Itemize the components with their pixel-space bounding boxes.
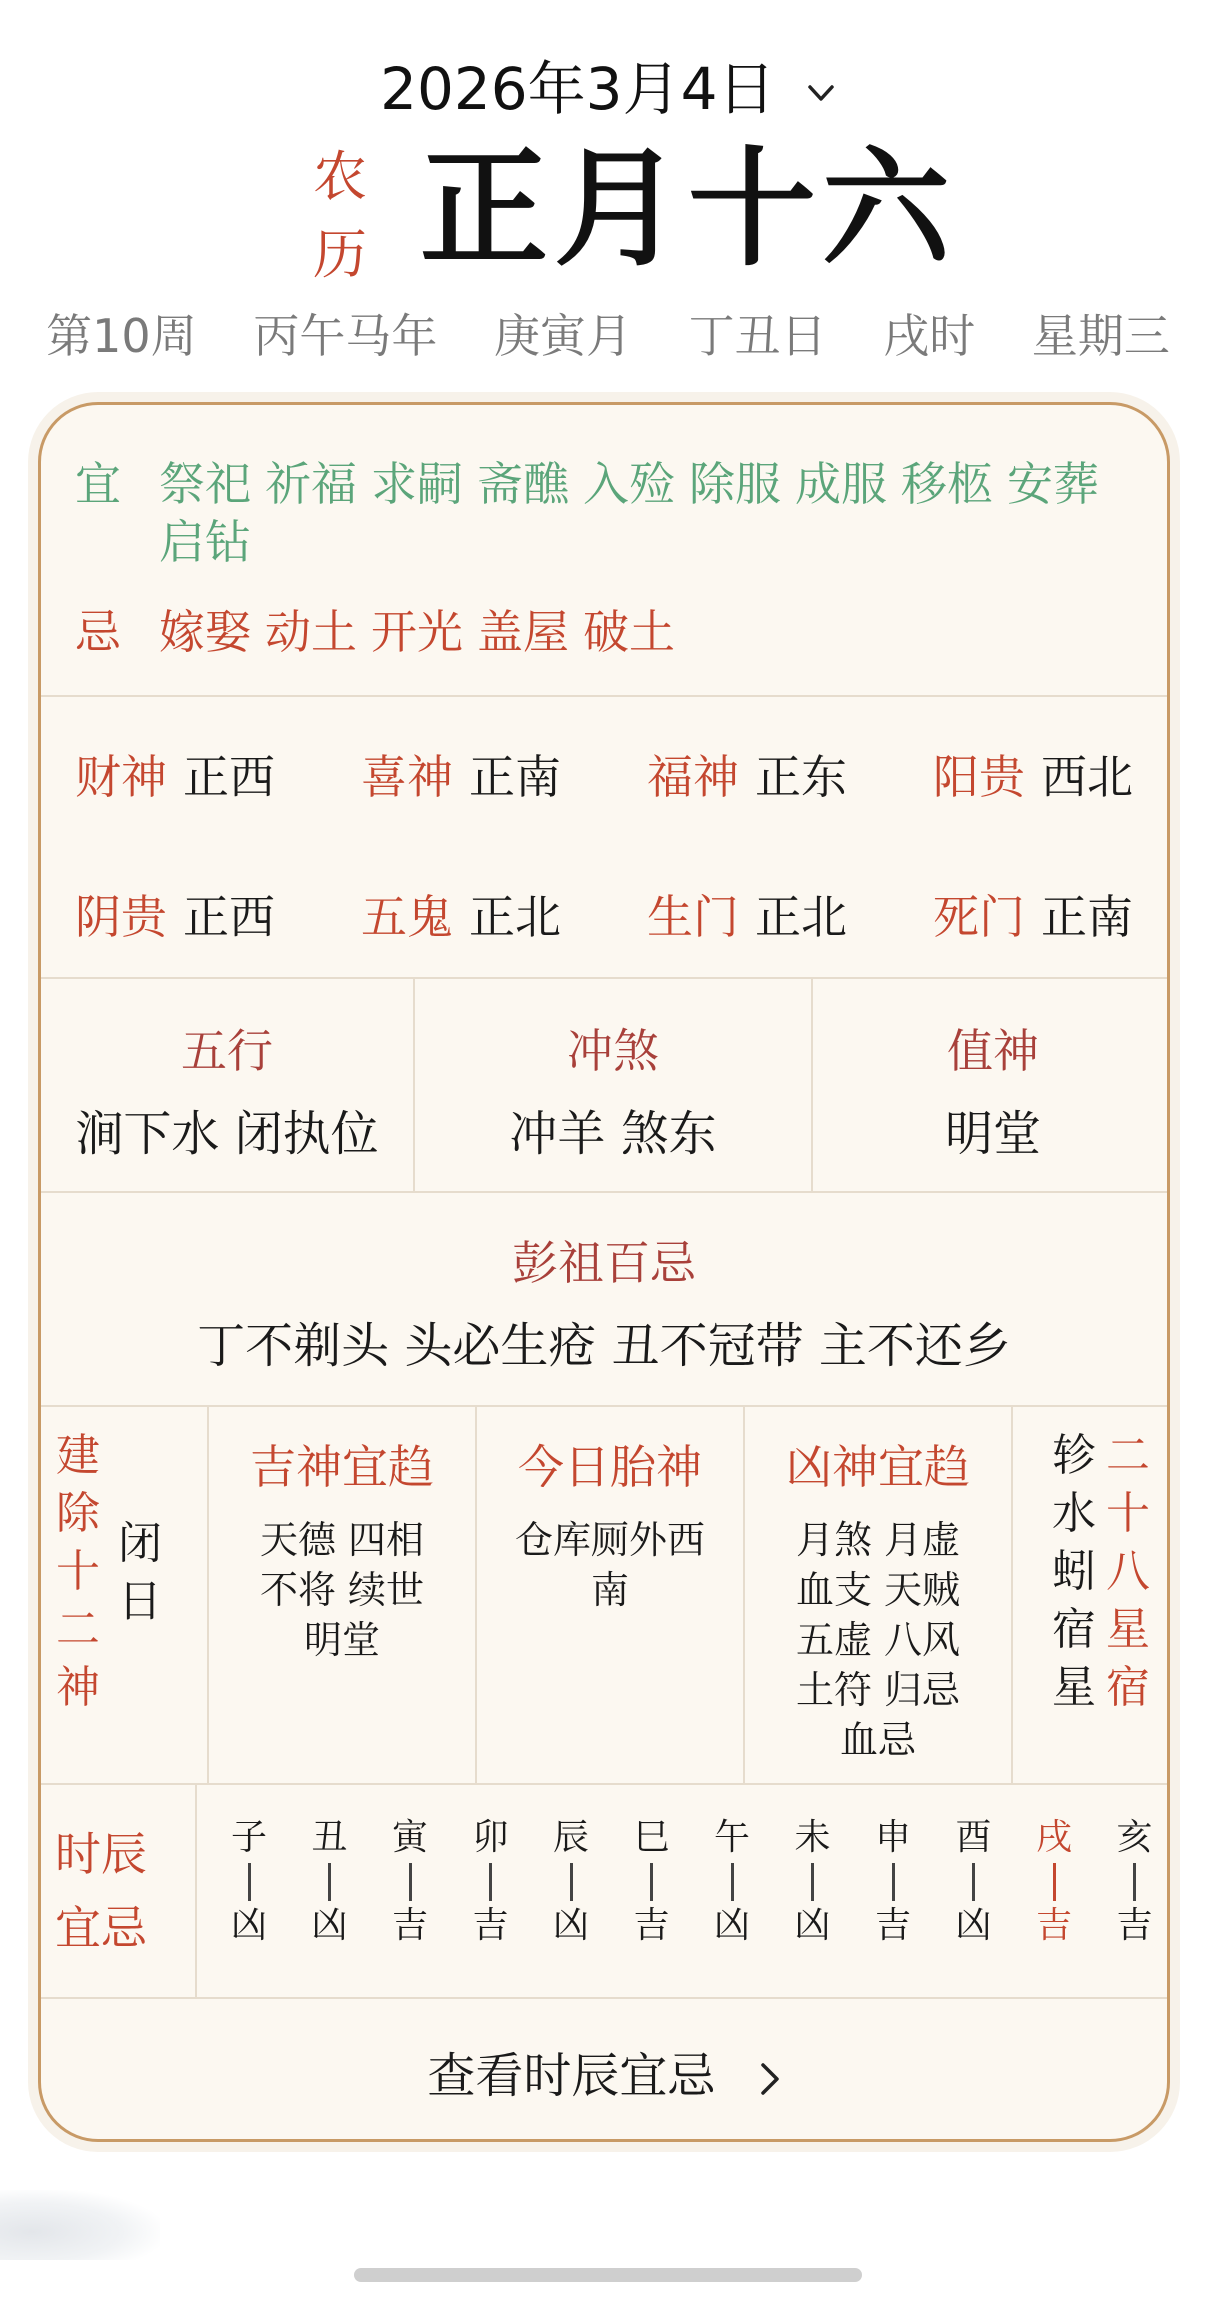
hour-branch: 午 bbox=[713, 1817, 750, 1858]
divider bbox=[1011, 1407, 1013, 1785]
ji-row bbox=[75, 603, 1139, 661]
god-yingui: 阴贵 正西 bbox=[75, 890, 275, 944]
hour-item bbox=[1024, 1815, 1084, 1949]
hour-divider bbox=[892, 1863, 895, 1901]
pengzu-value: 丁不剃头 头必生疮 丑不冠带 主不还乡 bbox=[197, 1318, 1011, 1374]
hour-item bbox=[380, 1815, 440, 1949]
detail-columns-section bbox=[41, 1407, 1167, 1785]
hour-branch: 酉 bbox=[955, 1817, 992, 1858]
hour-branch: 巳 bbox=[633, 1817, 670, 1858]
yi-label: 宜 bbox=[75, 457, 121, 511]
hour-divider bbox=[731, 1863, 734, 1901]
yi-item: 移柩 bbox=[901, 457, 993, 511]
hour-branch: 申 bbox=[874, 1817, 911, 1858]
hour-divider bbox=[972, 1863, 975, 1901]
hour-result: 吉 bbox=[1116, 1905, 1153, 1946]
yi-item: 入殓 bbox=[583, 457, 675, 511]
god-simen: 死门 正南 bbox=[933, 890, 1133, 944]
jianchu-value: 闭 日 bbox=[118, 1518, 162, 1627]
god-yanggui: 阳贵 西北 bbox=[933, 750, 1133, 804]
hour-item bbox=[541, 1815, 601, 1949]
hour-branch: 辰 bbox=[552, 1817, 589, 1858]
hour-result: 凶 bbox=[713, 1905, 750, 1946]
date-text: 2026年3月4日 bbox=[380, 55, 776, 123]
view-hours-label: 查看时辰宜忌 bbox=[427, 2048, 716, 2104]
yi-item: 除服 bbox=[689, 457, 781, 511]
ji-item: 盖屋 bbox=[477, 605, 569, 659]
yi-item: 成服 bbox=[795, 457, 887, 511]
jianchu-title: 建 除 十 二 神 bbox=[56, 1430, 100, 1713]
chevron-down-icon bbox=[806, 78, 836, 108]
xiongshen-title: 凶神宜趋 bbox=[786, 1440, 970, 1494]
hour-branch: 卯 bbox=[472, 1817, 509, 1858]
god-shengmen: 生门 正北 bbox=[647, 890, 847, 944]
view-hours-button[interactable] bbox=[427, 2037, 780, 2106]
hour-branch: 戌 bbox=[1035, 1817, 1072, 1858]
hours-label: 时辰宜忌 bbox=[55, 1827, 147, 1955]
yi-item: 祈福 bbox=[265, 457, 357, 511]
hour-result: 凶 bbox=[794, 1905, 831, 1946]
hour-item bbox=[219, 1815, 279, 1949]
hour-result: 吉 bbox=[391, 1905, 428, 1946]
lunar-date: 正月十六 bbox=[420, 135, 957, 284]
hour-item bbox=[944, 1815, 1004, 1949]
hour-result: 凶 bbox=[230, 1905, 267, 1946]
hour-result: 吉 bbox=[1035, 1905, 1072, 1946]
home-indicator[interactable] bbox=[354, 2268, 862, 2282]
hour-item bbox=[1105, 1815, 1165, 1949]
almanac-card bbox=[38, 402, 1170, 2142]
ji-item: 动土 bbox=[265, 605, 357, 659]
yi-items bbox=[159, 455, 1139, 571]
yi-item: 启钻 bbox=[159, 515, 251, 569]
hour-item bbox=[300, 1815, 360, 1949]
hour-branch: 亥 bbox=[1116, 1817, 1153, 1858]
xiu-title: 二 十 八 星 宿 bbox=[1106, 1430, 1150, 1713]
taishen-title: 今日胎神 bbox=[518, 1440, 702, 1494]
yi-row bbox=[75, 455, 1139, 571]
wuxing-cell: 五行 涧下水 闭执位 bbox=[75, 1024, 379, 1162]
hour-divider bbox=[328, 1863, 331, 1901]
god-wugui: 五鬼 正北 bbox=[361, 890, 561, 944]
lunar-tag: 农 历 bbox=[313, 145, 367, 286]
ji-items bbox=[159, 603, 1139, 661]
hour-divider bbox=[811, 1863, 814, 1901]
jishen-list: 天德 四相 不将 续世 明堂 bbox=[259, 1518, 425, 1662]
hour-item bbox=[622, 1815, 682, 1949]
hour-branch: 未 bbox=[794, 1817, 831, 1858]
hour-item bbox=[702, 1815, 762, 1949]
hour-branch: 寅 bbox=[391, 1817, 428, 1858]
ji-label: 忌 bbox=[75, 605, 121, 659]
hour-branch: 子 bbox=[230, 1817, 267, 1858]
jishen-title: 吉神宜趋 bbox=[250, 1440, 434, 1494]
hour-result: 吉 bbox=[633, 1905, 670, 1946]
yi-ji-section bbox=[41, 405, 1167, 697]
year-ganzhi: 丙午马年 bbox=[253, 309, 438, 363]
hour-result: 吉 bbox=[874, 1905, 911, 1946]
weekday: 星期三 bbox=[1031, 309, 1170, 363]
yi-item: 求嗣 bbox=[371, 457, 463, 511]
xiongshen-list: 月煞 月虚 血支 天贼 五虚 八风 土符 归忌 血忌 bbox=[795, 1518, 961, 1762]
day-ganzhi: 丁丑日 bbox=[688, 309, 827, 363]
hour-divider bbox=[489, 1863, 492, 1901]
hour-divider bbox=[570, 1863, 573, 1901]
month-ganzhi: 庚寅月 bbox=[493, 309, 632, 363]
ji-item: 开光 bbox=[371, 605, 463, 659]
hour-item bbox=[783, 1815, 843, 1949]
pengzu-section bbox=[41, 1193, 1167, 1407]
divider bbox=[195, 1785, 197, 1999]
hour-result: 吉 bbox=[472, 1905, 509, 1946]
hour-result: 凶 bbox=[955, 1905, 992, 1946]
more-section bbox=[41, 1999, 1167, 2142]
taishen-list: 仓库厕外西 南 bbox=[514, 1518, 705, 1612]
date-meta-row bbox=[0, 300, 1216, 366]
direction-gods-section bbox=[41, 697, 1167, 979]
ji-item: 嫁娶 bbox=[159, 605, 251, 659]
date-selector[interactable] bbox=[0, 42, 1216, 126]
god-fushen: 福神 正东 bbox=[647, 750, 847, 804]
hour-ganzhi: 戌时 bbox=[883, 309, 976, 363]
hour-result: 凶 bbox=[311, 1905, 348, 1946]
info-section bbox=[41, 979, 1167, 1193]
chevron-right-icon bbox=[759, 2061, 781, 2097]
hour-divider bbox=[650, 1863, 653, 1901]
yi-item: 安葬 bbox=[1007, 457, 1099, 511]
hour-divider bbox=[409, 1863, 412, 1901]
week-number: 第10周 bbox=[46, 309, 197, 363]
hour-item bbox=[863, 1815, 923, 1949]
xiu-value: 轸 水 蚓 宿 星 bbox=[1052, 1430, 1096, 1713]
hour-divider bbox=[248, 1863, 251, 1901]
zhishen-cell: 值神 明堂 bbox=[944, 1024, 1041, 1162]
lunar-date-block bbox=[0, 130, 1216, 290]
hours-section bbox=[41, 1785, 1167, 1999]
yi-item: 斋醮 bbox=[477, 457, 569, 511]
ji-item: 破土 bbox=[583, 605, 675, 659]
chongsha-cell: 冲煞 冲羊 煞东 bbox=[509, 1024, 717, 1162]
hour-item bbox=[461, 1815, 521, 1949]
hour-divider bbox=[1053, 1863, 1056, 1901]
hour-divider bbox=[1133, 1863, 1136, 1901]
pengzu-title: 彭祖百忌 bbox=[512, 1236, 696, 1290]
hour-branch: 丑 bbox=[311, 1817, 348, 1858]
decorative-cloud bbox=[0, 2190, 160, 2260]
god-xishen: 喜神 正南 bbox=[361, 750, 561, 804]
god-caishen: 财神 正西 bbox=[75, 750, 275, 804]
yi-item: 祭祀 bbox=[159, 457, 251, 511]
hour-result: 凶 bbox=[552, 1905, 589, 1946]
